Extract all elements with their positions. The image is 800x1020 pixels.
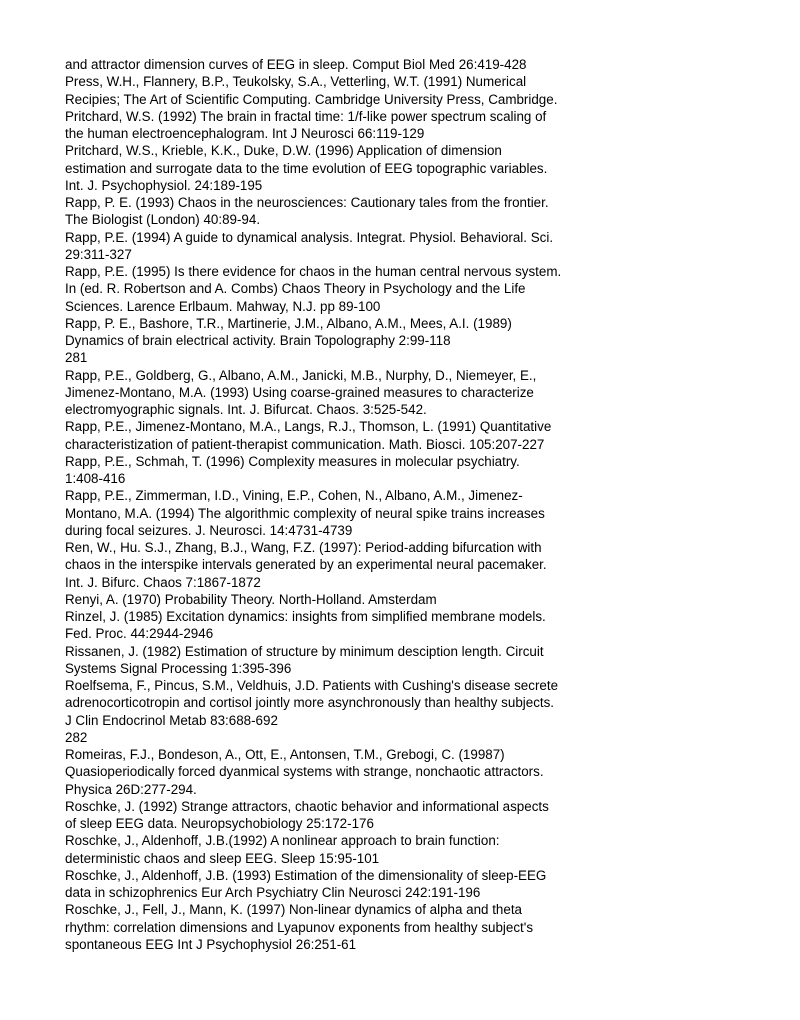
- reference-line: of sleep EEG data. Neuropsychobiology 25:172-176: [65, 816, 374, 831]
- reference-line: Rapp, P.E. (1995) Is there evidence for chaos in the human central nervous system.: [65, 264, 562, 279]
- reference-line: Rissanen, J. (1982) Estimation of structure by minimum desciption length. Circuit: [65, 643, 544, 659]
- reference-line: electromyographic signals. Int. J. Bifurcat. Chaos. 3:525-542.: [65, 402, 427, 417]
- reference-line: Rapp, P. E., Bashore, T.R., Martinerie, J.M., Albano, A.M., Mees, A.I. (1989): [65, 315, 512, 331]
- reference-line: 1:408-416: [65, 471, 126, 486]
- reference-line: data in schizophrenics Eur Arch Psychiatry Clin Neurosci 242:191-196: [65, 885, 481, 900]
- reference-line: 29:311-327: [65, 246, 132, 262]
- reference-line: Rapp, P.E., Jimenez-Montano, M.A., Langs, R.J., Thomson, L. (1991) Quantitative: [65, 419, 552, 435]
- reference-line: Rinzel, J. (1985) Excitation dynamics: insights from simplified membrane models.: [65, 609, 546, 624]
- reference-line: Montano, M.A. (1994) The algorithmic complexity of neural spike trains increases: [65, 505, 545, 521]
- reference-line: Sciences. Larence Erlbaum. Mahway, N.J. pp 89-100: [65, 298, 381, 314]
- reference-line: estimation and surrogate data to the time evolution of EEG topographic variables.: [65, 160, 548, 176]
- reference-line: Rapp, P.E., Schmah, T. (1996) Complexity measures in molecular psychiatry.: [65, 453, 520, 469]
- reference-line: Roschke, J., Fell, J., Mann, K. (1997) Non-linear dynamics of alpha and theta: [65, 902, 522, 918]
- reference-line: Rapp, P. E. (1993) Chaos in the neurosciences: Cautionary tales from the frontier.: [65, 195, 549, 210]
- reference-line: Renyi, A. (1970) Probability Theory. North-Holland. Amsterdam: [65, 591, 437, 607]
- reference-line: Jimenez-Montano, M.A. (1993) Using coarse-grained measures to characterize: [65, 384, 534, 400]
- reference-line: Roelfsema, F., Pincus, S.M., Veldhuis, J.D. Patients with Cushing's disease secrete: [65, 678, 559, 693]
- reference-line: Pritchard, W.S. (1992) The brain in fractal time: 1/f-like power spectrum scaling of: [65, 108, 547, 124]
- reference-line: In (ed. R. Robertson and A. Combs) Chaos Theory in Psychology and the Life: [65, 281, 526, 297]
- reference-line: Int. J. Bifurc. Chaos 7:1867-1872: [65, 574, 261, 590]
- reference-line: during focal seizures. J. Neurosci. 14:4731-4739: [65, 522, 353, 538]
- reference-line: 282: [65, 729, 88, 745]
- reference-line: Roschke, J., Aldenhoff, J.B. (1993) Estimation of the dimensionality of sleep-EEG: [65, 867, 547, 883]
- reference-line: and attractor dimension curves of EEG in sleep. Comput Biol Med 26:419-428: [65, 57, 527, 72]
- reference-line: Romeiras, F.J., Bondeson, A., Ott, E., Antonsen, T.M., Grebogi, C. (19987): [65, 747, 505, 762]
- reference-line: deterministic chaos and sleep EEG. Sleep 15:95-101: [65, 850, 380, 866]
- reference-line: Roschke, J., Aldenhoff, J.B.(1992) A nonlinear approach to brain function:: [65, 833, 500, 849]
- reference-line: Roschke, J. (1992) Strange attractors, chaotic behavior and informational aspects: [65, 798, 549, 814]
- reference-line: Dynamics of brain electrical activity. Brain Topolography 2:99-118: [65, 333, 451, 348]
- reference-line: The Biologist (London) 40:89-94.: [65, 212, 261, 228]
- reference-line: Pritchard, W.S., Krieble, K.K., Duke, D.W. (1996) Application of dimension: [65, 143, 502, 159]
- reference-line: Recipies; The Art of Scientific Computing. Cambridge University Press, Cambridge.: [65, 91, 558, 107]
- reference-line: Systems Signal Processing 1:395-396: [65, 660, 292, 676]
- reference-line: Ren, W., Hu. S.J., Zhang, B.J., Wang, F.Z. (1997): Period-adding bifurcation with: [65, 540, 542, 555]
- reference-line: J Clin Endocrinol Metab 83:688-692: [65, 712, 278, 728]
- reference-line: Int. J. Psychophysiol. 24:189-195: [65, 177, 263, 193]
- reference-line: Quasioperiodically forced dyanmical systems with strange, nonchaotic attractors.: [65, 764, 544, 780]
- reference-line: characteristization of patient-therapist communication. Math. Biosci. 105:207-227: [65, 436, 545, 452]
- reference-line: chaos in the interspike intervals generated by an experimental neural pacemaker.: [65, 557, 547, 573]
- reference-line: adrenocorticotropin and cortisol jointly more asynchronously than healthy subjects.: [65, 695, 555, 711]
- reference-line: spontaneous EEG Int J Psychophysiol 26:251-61: [65, 936, 357, 952]
- reference-line: Rapp, P.E. (1994) A guide to dynamical analysis. Integrat. Physiol. Behavioral. Sci.: [65, 229, 554, 245]
- reference-line: Press, W.H., Flannery, B.P., Teukolsky, S.A., Vetterling, W.T. (1991) Numerical: [65, 74, 527, 90]
- reference-line: rhythm: correlation dimensions and Lyapunov exponents from healthy subject's: [65, 919, 534, 935]
- reference-line: Rapp, P.E., Zimmerman, I.D., Vining, E.P., Cohen, N., Albano, A.M., Jimenez-: [65, 488, 523, 504]
- reference-line: 281: [65, 350, 88, 366]
- reference-line: Rapp, P.E., Goldberg, G., Albano, A.M., Janicki, M.B., Nurphy, D., Niemeyer, E.,: [65, 367, 537, 383]
- reference-line: Fed. Proc. 44:2944-2946: [65, 626, 214, 642]
- reference-line: Physica 26D:277-294.: [65, 781, 197, 797]
- references-text-block: [65, 56, 755, 953]
- reference-line: the human electroencephalogram. Int J Neurosci 66:119-129: [65, 126, 425, 141]
